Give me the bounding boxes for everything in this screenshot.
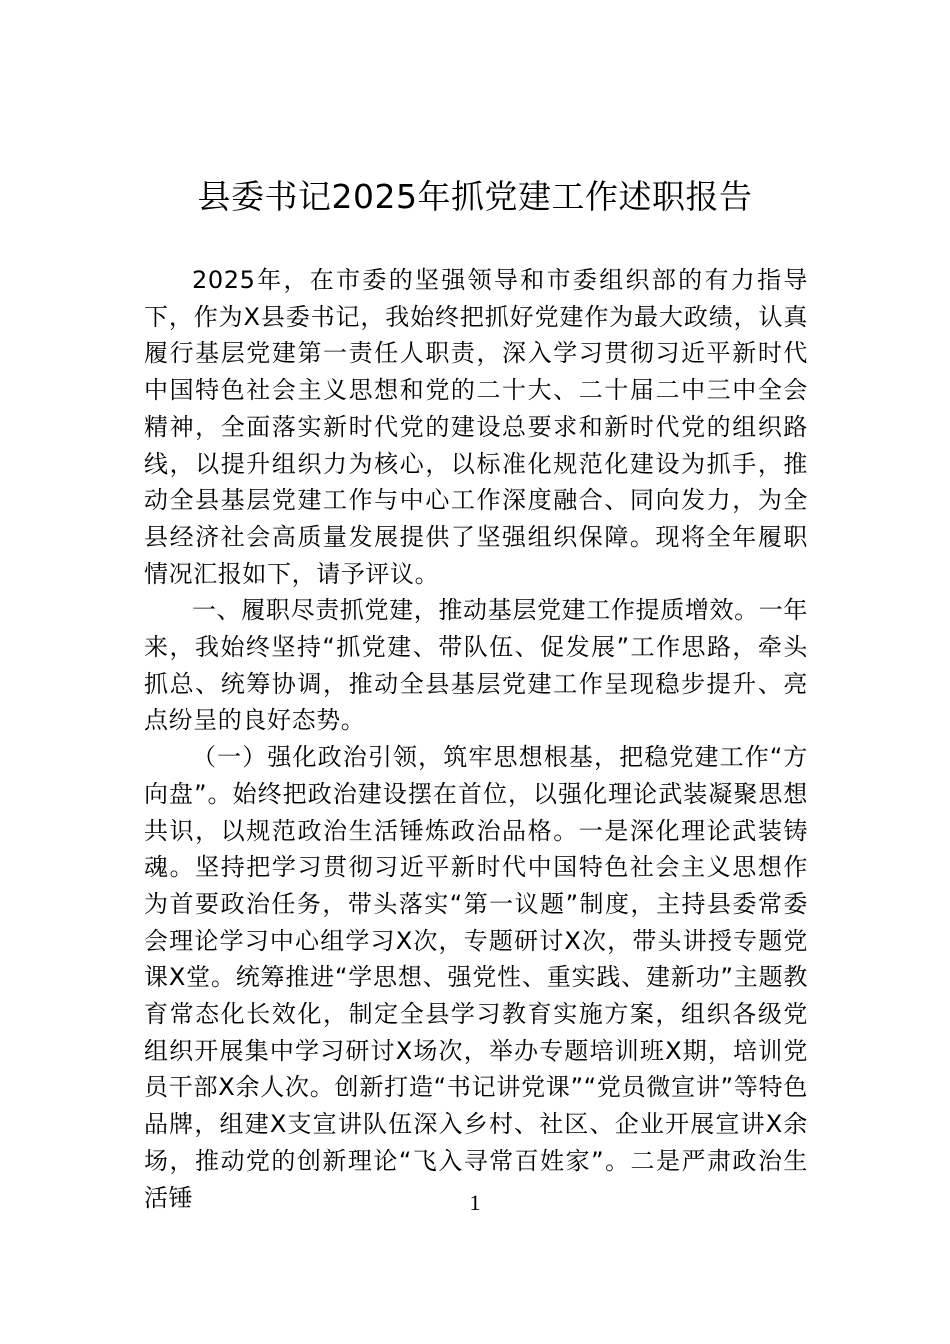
- document-title: 县委书记2025年抓党建工作述职报告: [197, 177, 753, 216]
- paragraph-intro: 2025年，在市委的坚强领导和市委组织部的有力指导下，作为X县委书记，我始终把抓好党建作为最大政绩，认真履行基层党建第一责任人职责，深入学习贯彻习近平新时代中国特色社会主义思想和党的二十大、二十届二中三中全会精神，全面落实新时代党的建设总要求和新时代党的组织路线，以提升组织力为核心，以标准化规范化建设为抓手，推动全县基层党建工作与中心工作深度融合、同向发力，为全县经济社会高质量发展提供了坚强组织保障。现将全年履职情况汇报如下，请予评议。: [144, 266, 808, 588]
- page-number: 1: [469, 1190, 481, 1215]
- document-body: [144, 262, 808, 1216]
- paragraph-section-one: 一、履职尽责抓党建，推动基层党建工作提质增效。一年来，我始终坚持“抓党建、带队伍、促发展”工作思路，牵头抓总、统筹协调，推动全县基层党建工作呈现稳步提升、亮点纷呈的良好态势。: [144, 596, 808, 735]
- paragraph-subsection-one: （一）强化政治引领，筑牢思想根基，把稳党建工作“方向盘”。始终把政治建设摆在首位，以强化理论武装凝聚思想共识，以规范政治生活锤炼政治品格。一是深化理论武装铸魂。坚持把学习贯彻习近平新时代中国特色社会主义思想作为首要政治任务，带头落实“第一议题”制度，主持县委常委会理论学习中心组学习X次，专题研讨X次，带头讲授专题党课X堂。统筹推进“学思想、强党性、重实践、建新功”主题教育常态化长效化，制定全县学习教育实施方案，组织各级党组织开展集中学习研讨X场次，举办专题培训班X期，培训党员干部X余人次。创新打造“书记讲党课”“党员微宣讲”等特色品牌，组建X支宣讲队伍深入乡村、社区、企业开展宣讲X余场，推动党的创新理论“飞入寻常百姓家”。二是严肃政治生活锤: [144, 743, 808, 1212]
